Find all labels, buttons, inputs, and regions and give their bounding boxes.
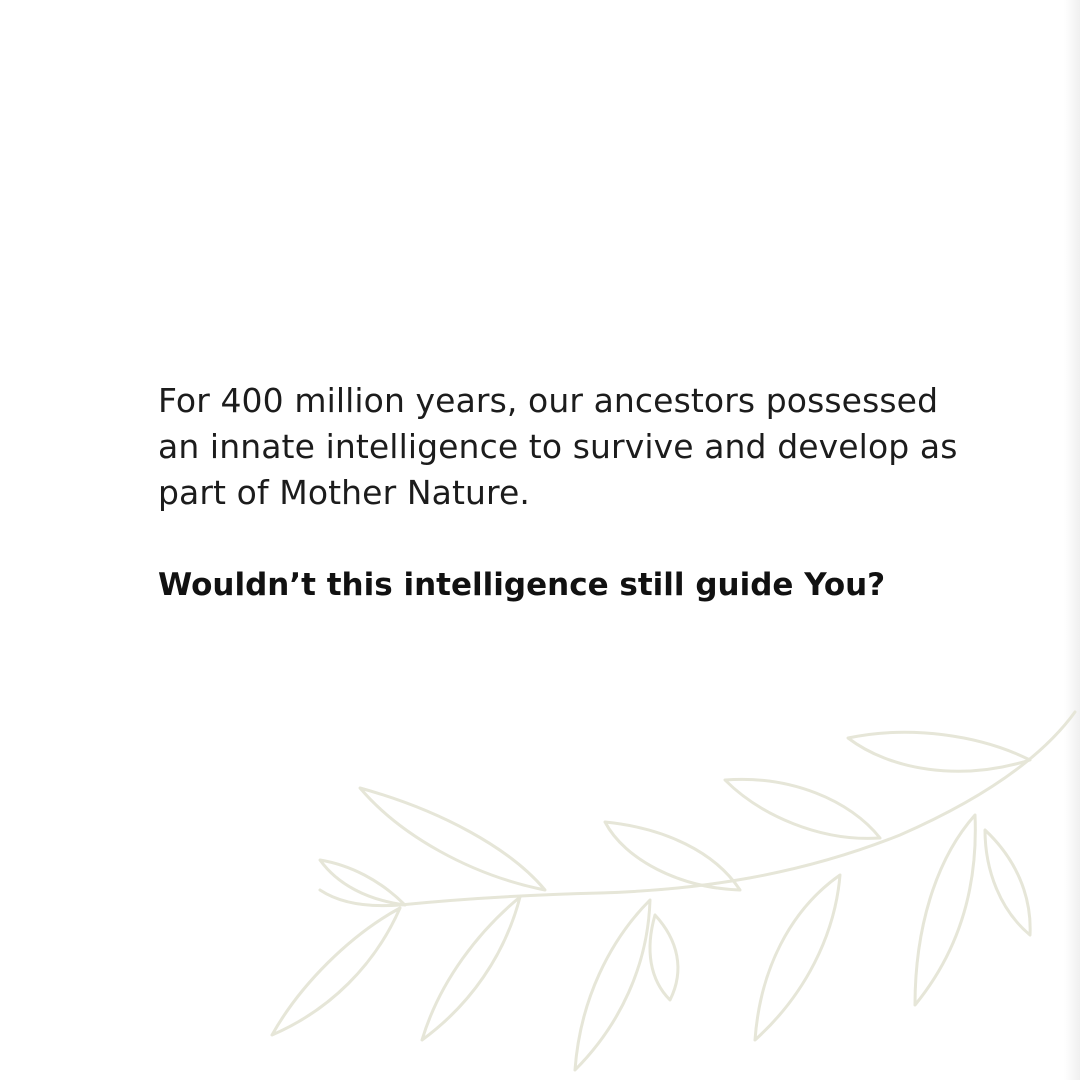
page-edge-shadow xyxy=(1064,0,1080,1080)
leaf-down-middle xyxy=(575,900,650,1070)
leaf-hanging-small xyxy=(650,915,678,1000)
leaf-left-upper xyxy=(360,788,545,890)
leaf-down-left-middle xyxy=(422,897,520,1040)
leaf-far-right xyxy=(985,830,1030,935)
leaf-down-right xyxy=(915,815,975,1005)
question-heading: Wouldn’t this intelligence still guide You? xyxy=(158,567,886,603)
leaf-upper-middle xyxy=(725,779,880,838)
leaf-down-right-middle xyxy=(755,875,840,1040)
leaf-middle xyxy=(605,822,740,890)
intro-paragraph xyxy=(158,378,978,516)
branch-stem xyxy=(320,712,1075,906)
intro-line-3: part of Mother Nature. xyxy=(158,473,530,512)
leaf-top-right xyxy=(848,732,1030,771)
intro-line-2: an innate intelligence to survive and develop as xyxy=(158,427,958,466)
text-block xyxy=(158,378,978,608)
leaf-left-small xyxy=(320,860,405,905)
intro-line-1: For 400 million years, our ancestors possessed xyxy=(158,381,939,420)
leaf-down-far-left xyxy=(272,908,400,1035)
